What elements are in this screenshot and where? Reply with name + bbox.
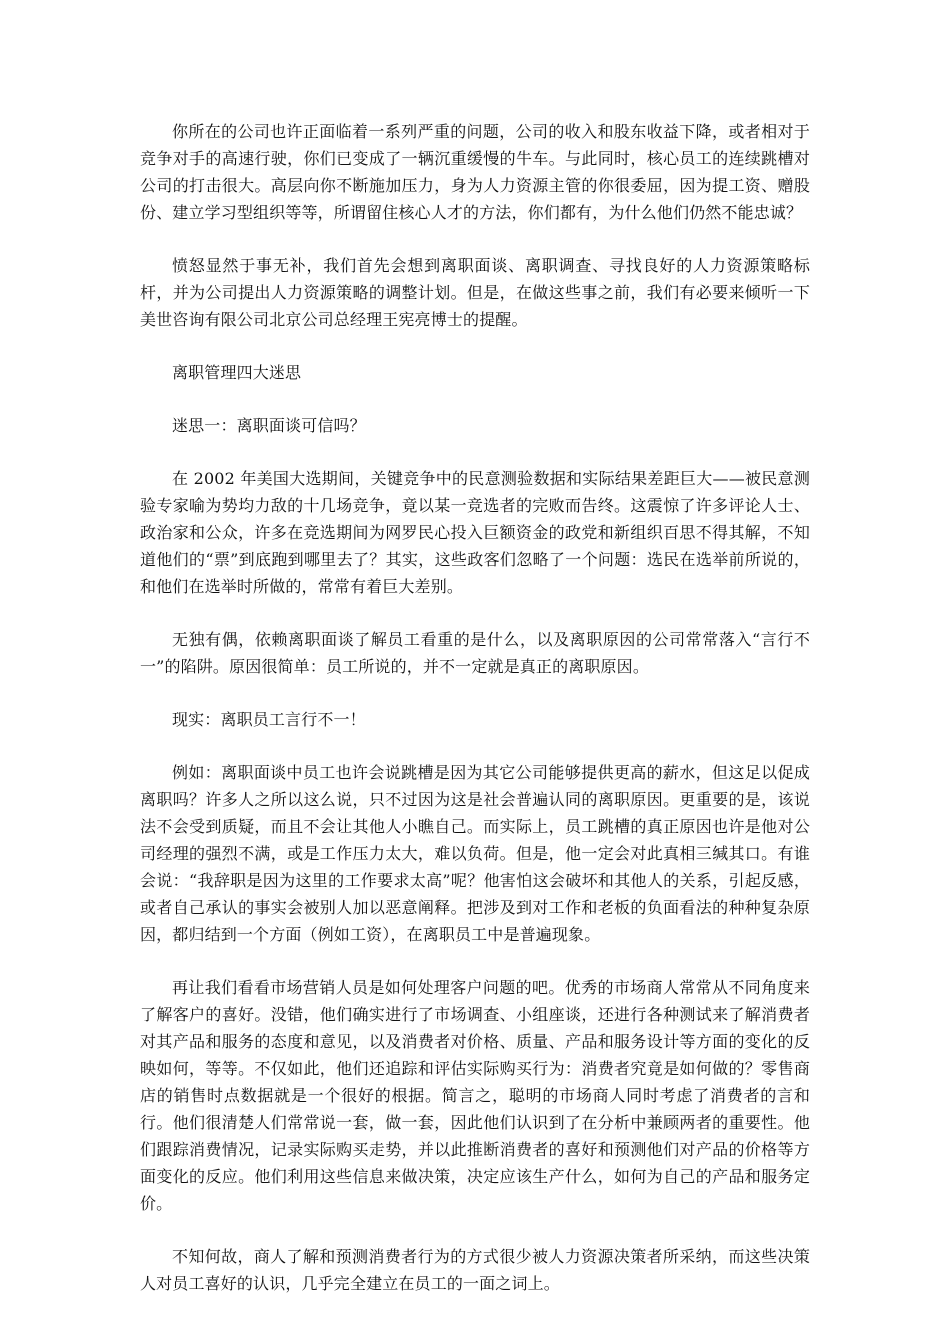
paragraph-election-example: 在 2002 年美国大选期间，关键竞争中的民意测验数据和实际结果差距巨大——被民意测验专家喻为势均力敌的十几场竞争，竟以某一竞选者的完败而告终。这震惊了许多评论人士、政治家和公众，许多在竞选期间为网罗民心投入巨额资金的政党和新组织百思不得其解，不知道他们的“票”到底跑到哪里去了？其实，这些政客们忽略了一个问题：选民在选举前所说的，和他们在选举时所做的，常常有着巨大差别。 (140, 469, 810, 596)
paragraph-conclusion: 不知何故，商人了解和预测消费者行为的方式很少被人力资源决策者所采纳，而这些决策人对员工喜好的认识，几乎完全建立在员工的一面之词上。 (140, 1247, 810, 1293)
section-heading: 离职管理四大迷思 (172, 363, 302, 382)
paragraph-salary-example: 例如：离职面谈中员工也许会说跳槽是因为其它公司能够提供更高的薪水，但这足以促成离职吗？许多人之所以这么说，只不过因为这是社会普遍认同的离职原因。更重要的是，该说法不会受到质疑，而且不会让其他人小瞧自己。而实际上，员工跳槽的真正原因也许是他对公司经理的强烈不满，或是工作压力太大，难以负荷。但是，他一定会对此真相三缄其口。有谁会说：“我辞职是因为这里的工作要求太高”呢？他害怕这会破坏和其他人的关系，引起反感，或者自己承认的事实会被别人加以恶意阐释。把涉及到对工作和老板的负面看法的种种复杂原因，都归结到一个方面（例如工资），在离职员工中是普遍现象。 (140, 763, 810, 944)
subsection-heading-reality: 现实：离职员工言行不一！ (172, 710, 366, 729)
paragraph-exit-interview-trap: 无独有偶，依赖离职面谈了解员工看重的是什么，以及离职原因的公司常常落入“言行不一”的陷阱。原因很简单：员工所说的，并不一定就是真正的离职原因。 (140, 630, 810, 676)
subsection-heading-myth-one: 迷思一：离职面谈可信吗？ (172, 416, 366, 435)
paragraph-marketing-comparison: 再让我们看看市场营销人员是如何处理客户问题的吧。优秀的市场商人常常从不同角度来了解客户的喜好。没错，他们确实进行了市场调查、小组座谈，还进行各种测试来了解消费者对其产品和服务的态度和意见，以及消费者对价格、质量、产品和服务设计等方面的变化的反映如何，等等。不仅如此，他们还追踪和评估实际购买行为：消费者究竟是如何做的？零售商店的销售时点数据就是一个很好的根据。简言之，聪明的市场商人同时考虑了消费者的言和行。他们很清楚人们常常说一套，做一套，因此他们认识到了在分析中兼顾两者的重要性。他们跟踪消费情况，记录实际购买走势，并以此推断消费者的喜好和预测他们对产品的价格等方面变化的反应。他们利用这些信息来做决策，决定应该生产什么，如何为自己的产品和服务定价。 (140, 978, 810, 1213)
paragraph-intro: 你所在的公司也许正面临着一系列严重的问题，公司的收入和股东收益下降，或者相对于竞争对手的高速行驶，你们已变成了一辆沉重缓慢的牛车。与此同时，核心员工的连续跳槽对公司的打击很大。高层向你不断施加压力，身为人力资源主管的你很委屈，因为提工资、赠股份、建立学习型组织等等，所谓留住核心人才的方法，你们都有，为什么他们仍然不能忠诚？ (140, 122, 810, 222)
paragraph-advice: 愤怒显然于事无补，我们首先会想到离职面谈、离职调查、寻找良好的人力资源策略标杆，并为公司提出人力资源策略的调整计划。但是，在做这些事之前，我们有必要来倾听一下美世咨询有限公司北京公司总经理王宪亮博士的提醒。 (140, 256, 810, 329)
article-body (140, 118, 810, 1323)
